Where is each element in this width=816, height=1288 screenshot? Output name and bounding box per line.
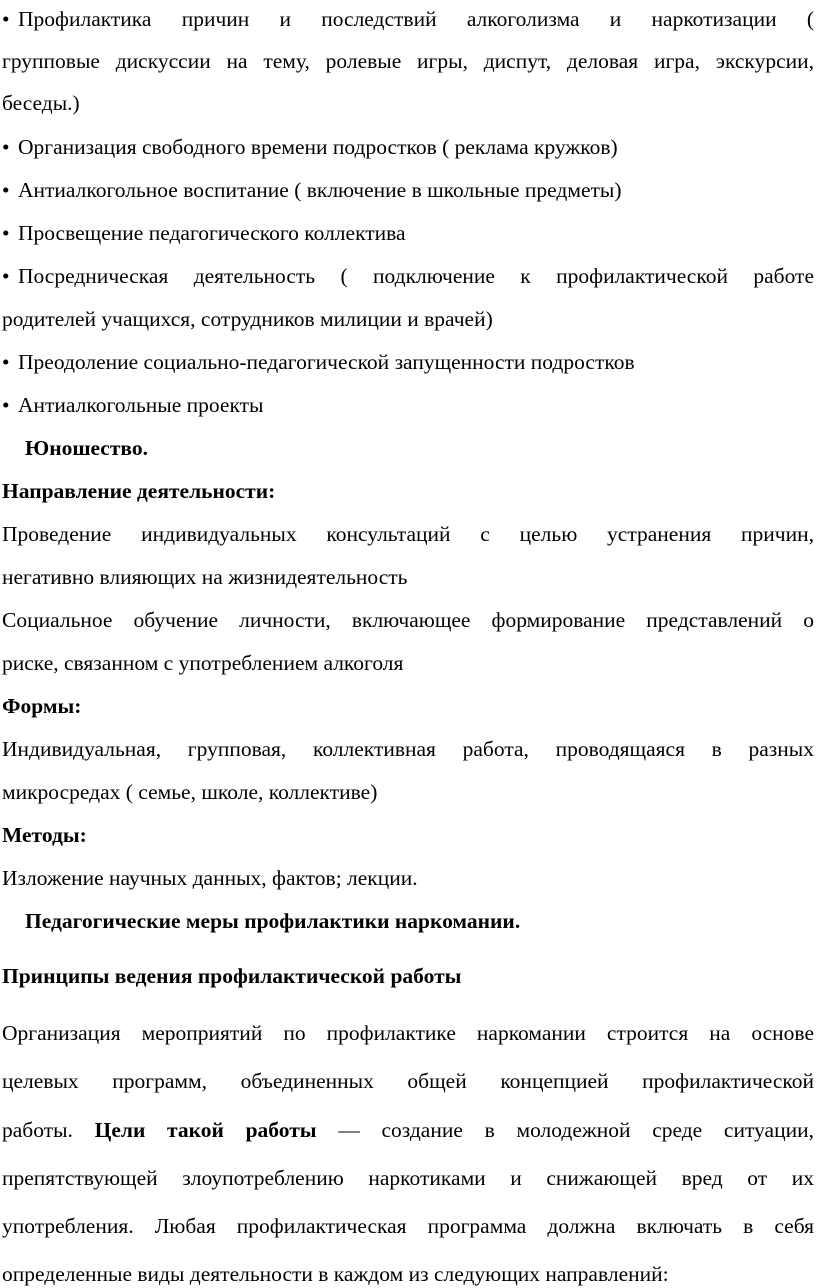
bullet-item-7: • Антиалкогольные проекты: [2, 393, 264, 417]
principles-text-line-6: определенные виды деятельности в каждом из следующих направлений:: [2, 1262, 669, 1286]
direction-text-line-2: негативно влияющих на жизнидеятельность: [2, 565, 408, 589]
goals-emphasis: Цели такой работы: [94, 1118, 317, 1142]
bullet-icon: •: [2, 264, 10, 288]
principles-text-line-3: работы. Цели такой работы — создание в молодежной среде ситуации,: [2, 1118, 814, 1142]
bullet-icon: •: [2, 135, 10, 159]
pedagogical-heading: Педагогические меры профилактики наркомании.: [25, 909, 521, 933]
principles-text-line-5: употребления. Любая профилактическая программа должна включать в себя: [2, 1214, 814, 1238]
bullet-item-1-line-1: • Профилактика причин и последствий алкоголизма и наркотизации (: [2, 7, 814, 31]
principles-heading: Принципы ведения профилактической работы: [2, 964, 462, 988]
bullet-icon: •: [2, 350, 10, 374]
direction-text-line-1: Проведение индивидуальных консультаций с целью устранения причин,: [2, 522, 814, 546]
bullet-item-5-line-2: родителей учащихся, сотрудников милиции и врачей): [2, 307, 493, 331]
bullet-item-6: • Преодоление социально-педагогической запущенности подростков: [2, 350, 635, 374]
bullet-icon: •: [2, 7, 10, 31]
bullet-item-2: • Организация свободного времени подростков ( реклама кружков): [2, 135, 618, 159]
forms-text-line-2: микросредах ( семье, школе, коллективе): [2, 780, 378, 804]
principles-text-line-1: Организация мероприятий по профилактике наркомании строится на основе: [2, 1021, 814, 1045]
bullet-icon: •: [2, 178, 10, 202]
forms-heading: Формы:: [2, 694, 82, 718]
bullet-icon: •: [2, 393, 10, 417]
principles-text-line-4: препятствующей злоупотреблению наркотиками и снижающей вред от их: [2, 1166, 814, 1190]
bullet-item-4: • Просвещение педагогического коллектива: [2, 221, 406, 245]
direction-text-line-3: Социальное обучение личности, включающее формирование представлений о: [2, 608, 814, 632]
bullet-item-1-line-3: беседы.): [2, 91, 80, 115]
principles-text-line-2: целевых программ, объединенных общей концепцией профилактической: [2, 1069, 814, 1093]
methods-heading: Методы:: [2, 823, 87, 847]
direction-text-line-4: риске, связанном с употреблением алкоголя: [2, 651, 404, 675]
bullet-item-5-line-1: • Посредническая деятельность ( подключение к профилактической работе: [2, 264, 814, 288]
forms-text-line-1: Индивидуальная, групповая, коллективная работа, проводящаяся в разных: [2, 737, 814, 761]
direction-heading: Направление деятельности:: [2, 479, 276, 503]
bullet-item-3: • Антиалкогольное воспитание ( включение в школьные предметы): [2, 178, 622, 202]
youth-heading: Юношество.: [25, 436, 148, 460]
bullet-icon: •: [2, 221, 10, 245]
bullet-item-1-line-2: групповые дискуссии на тему, ролевые игры, диспут, деловая игра, экскурсии,: [2, 49, 814, 73]
methods-text: Изложение научных данных, фактов; лекции.: [2, 866, 418, 890]
